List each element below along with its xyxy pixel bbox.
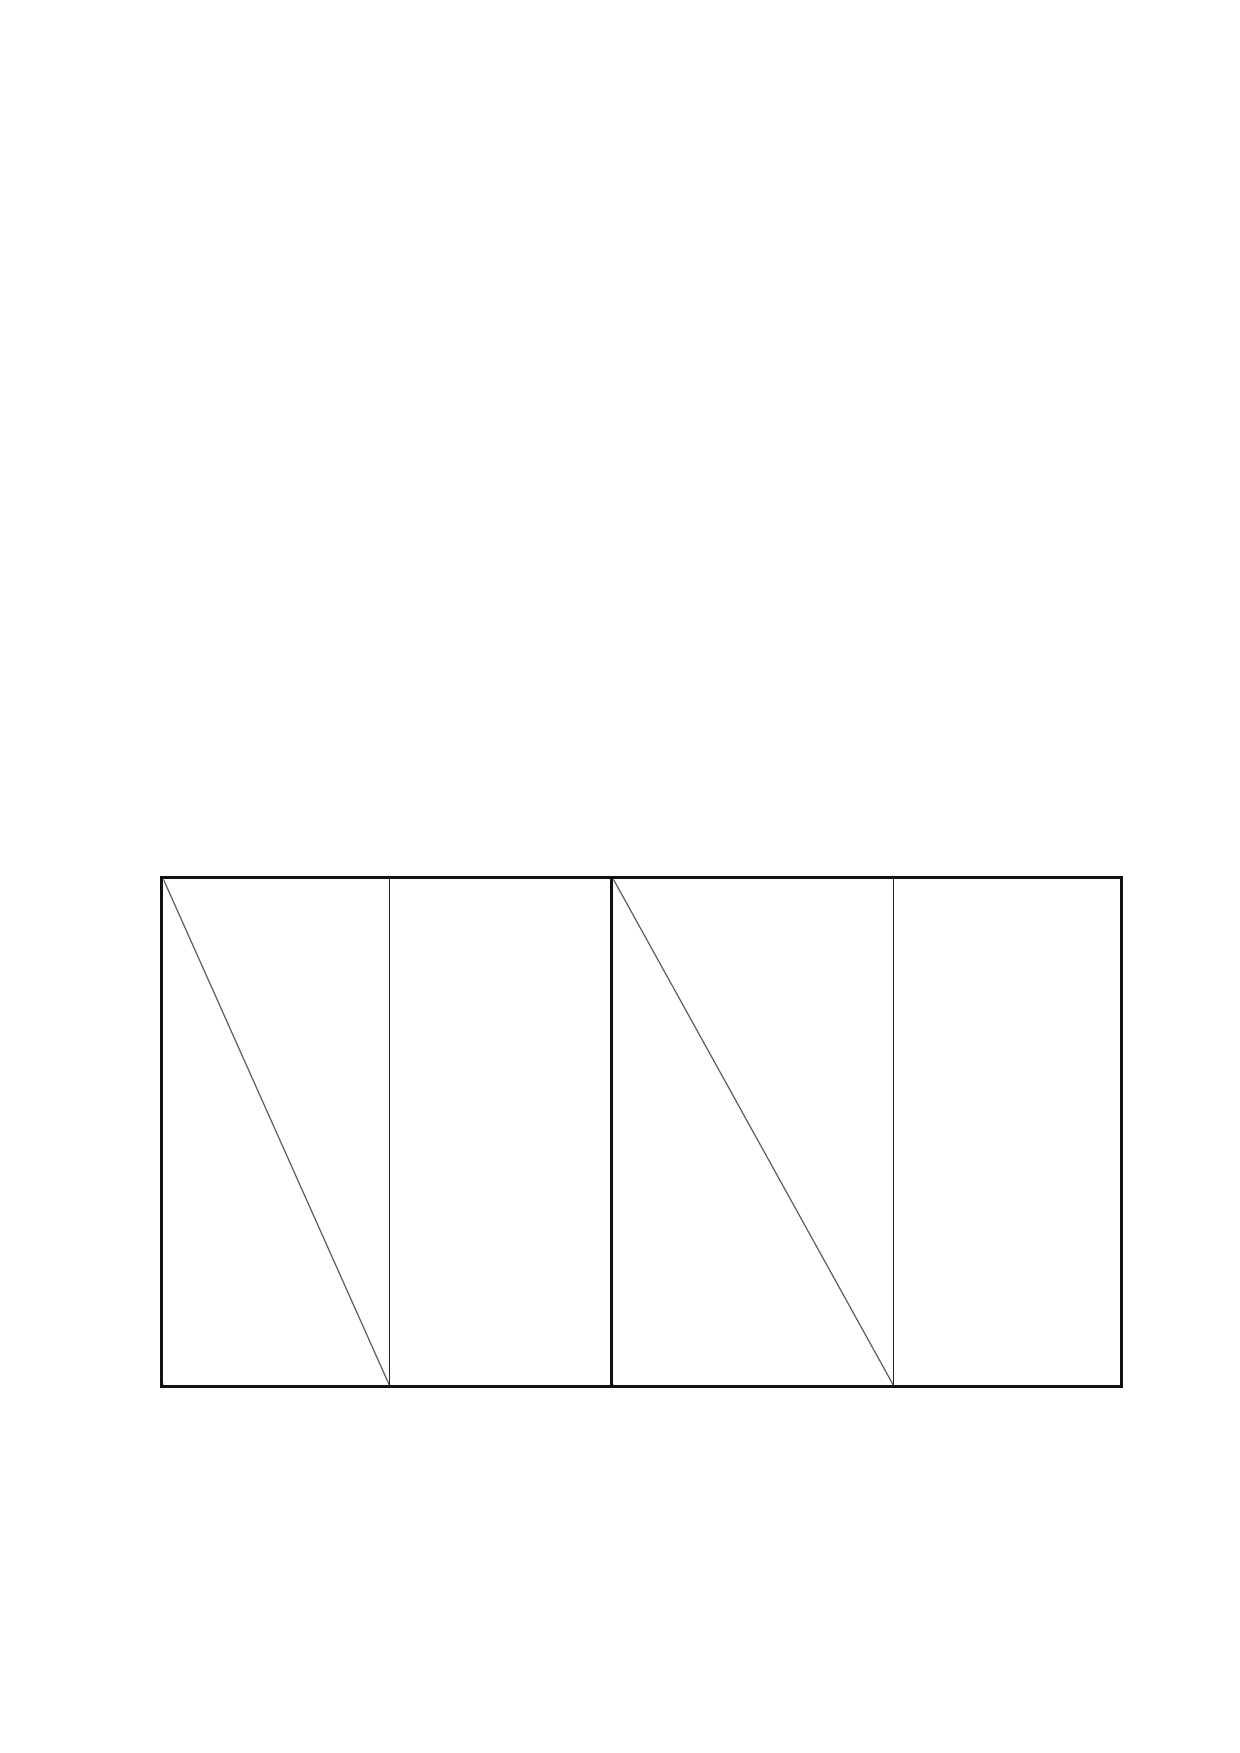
header-score bbox=[390, 878, 612, 1387]
bullet-min-score bbox=[182, 1396, 192, 1418]
table-header-row bbox=[162, 878, 1122, 1387]
bullet-testdaf bbox=[182, 1456, 192, 1478]
header-lang-exam bbox=[162, 878, 390, 1387]
note-special-language bbox=[160, 808, 168, 832]
language-score-table bbox=[160, 876, 1123, 1388]
additional-item-2 bbox=[146, 1534, 156, 1564]
item-2-note bbox=[170, 1588, 184, 1610]
additional-item-1 bbox=[146, 736, 156, 766]
header-score bbox=[894, 878, 1122, 1387]
note-validity bbox=[160, 778, 168, 802]
bullet-flex bbox=[182, 1426, 192, 1448]
header-lang-exam bbox=[612, 878, 894, 1387]
